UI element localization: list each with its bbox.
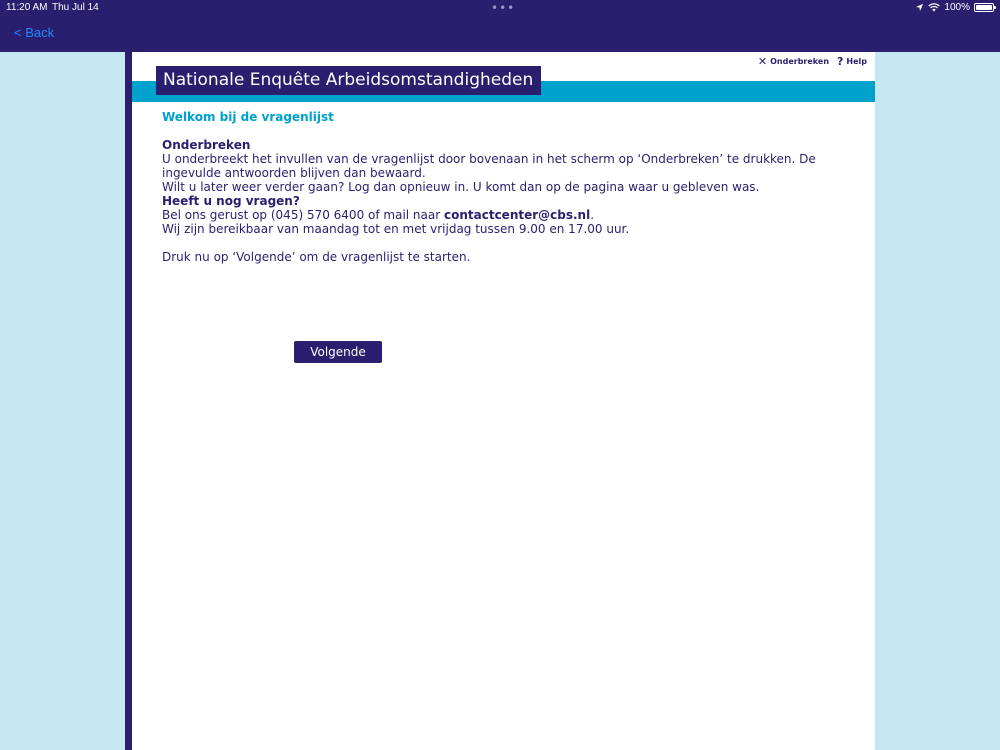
page-left-stripe [125, 52, 132, 750]
section-questions-title: Heeft u nog vragen? [162, 194, 300, 208]
next-button[interactable]: Volgende [294, 341, 382, 363]
back-button[interactable]: < Back [14, 25, 55, 40]
section-pause-text: U onderbreekt het invullen van de vragenlijst door bovenaan in het scherm op ‘Onderbreken’ te drukken. De ingevulde antwoorden blijven dan bewaard. [162, 152, 816, 180]
pause-link[interactable] [758, 55, 829, 68]
pause-link-label: Onderbreken [770, 57, 830, 66]
battery-icon [974, 3, 994, 12]
top-links [758, 55, 867, 68]
opening-hours: Wij zijn bereikbaar van maandag tot en met vrijdag tussen 9.00 en 17.00 uur. [162, 222, 630, 236]
page-title: Nationale Enquête Arbeidsomstandigheden [156, 66, 541, 95]
content-area [162, 110, 852, 359]
contact-suffix: . [590, 208, 595, 222]
status-date: Thu Jul 14 [52, 2, 99, 13]
status-right-group [915, 2, 994, 13]
spacer [162, 236, 852, 250]
section-pause-title: Onderbreken [162, 138, 251, 152]
contact-email-link[interactable]: contactcenter@cbs.nl [443, 208, 591, 222]
location-arrow-icon [915, 3, 924, 12]
question-icon: ? [837, 55, 844, 68]
contact-line [162, 208, 852, 222]
start-instruction: Druk nu op ‘Volgende’ om de vragenlijst te starten. [162, 250, 471, 264]
welcome-heading: Welkom bij de vragenlijst [162, 110, 334, 124]
ipad-top-bar [0, 0, 1000, 52]
status-time: 11:20 AM [6, 2, 48, 13]
help-link-label: Help [846, 57, 867, 66]
wifi-icon [928, 3, 940, 12]
multitasking-dots-icon[interactable]: ••• [491, 1, 516, 15]
battery-percent: 100% [944, 2, 970, 13]
contact-prefix: Bel ons gerust op (045) 570 6400 of mail naar [162, 208, 444, 222]
help-link[interactable] [837, 55, 867, 68]
survey-page [132, 52, 875, 750]
close-icon: ✕ [757, 55, 768, 68]
section-resume-text: Wilt u later weer verder gaan? Log dan opnieuw in. U komt dan op de pagina waar u gebleven was. [162, 180, 760, 194]
